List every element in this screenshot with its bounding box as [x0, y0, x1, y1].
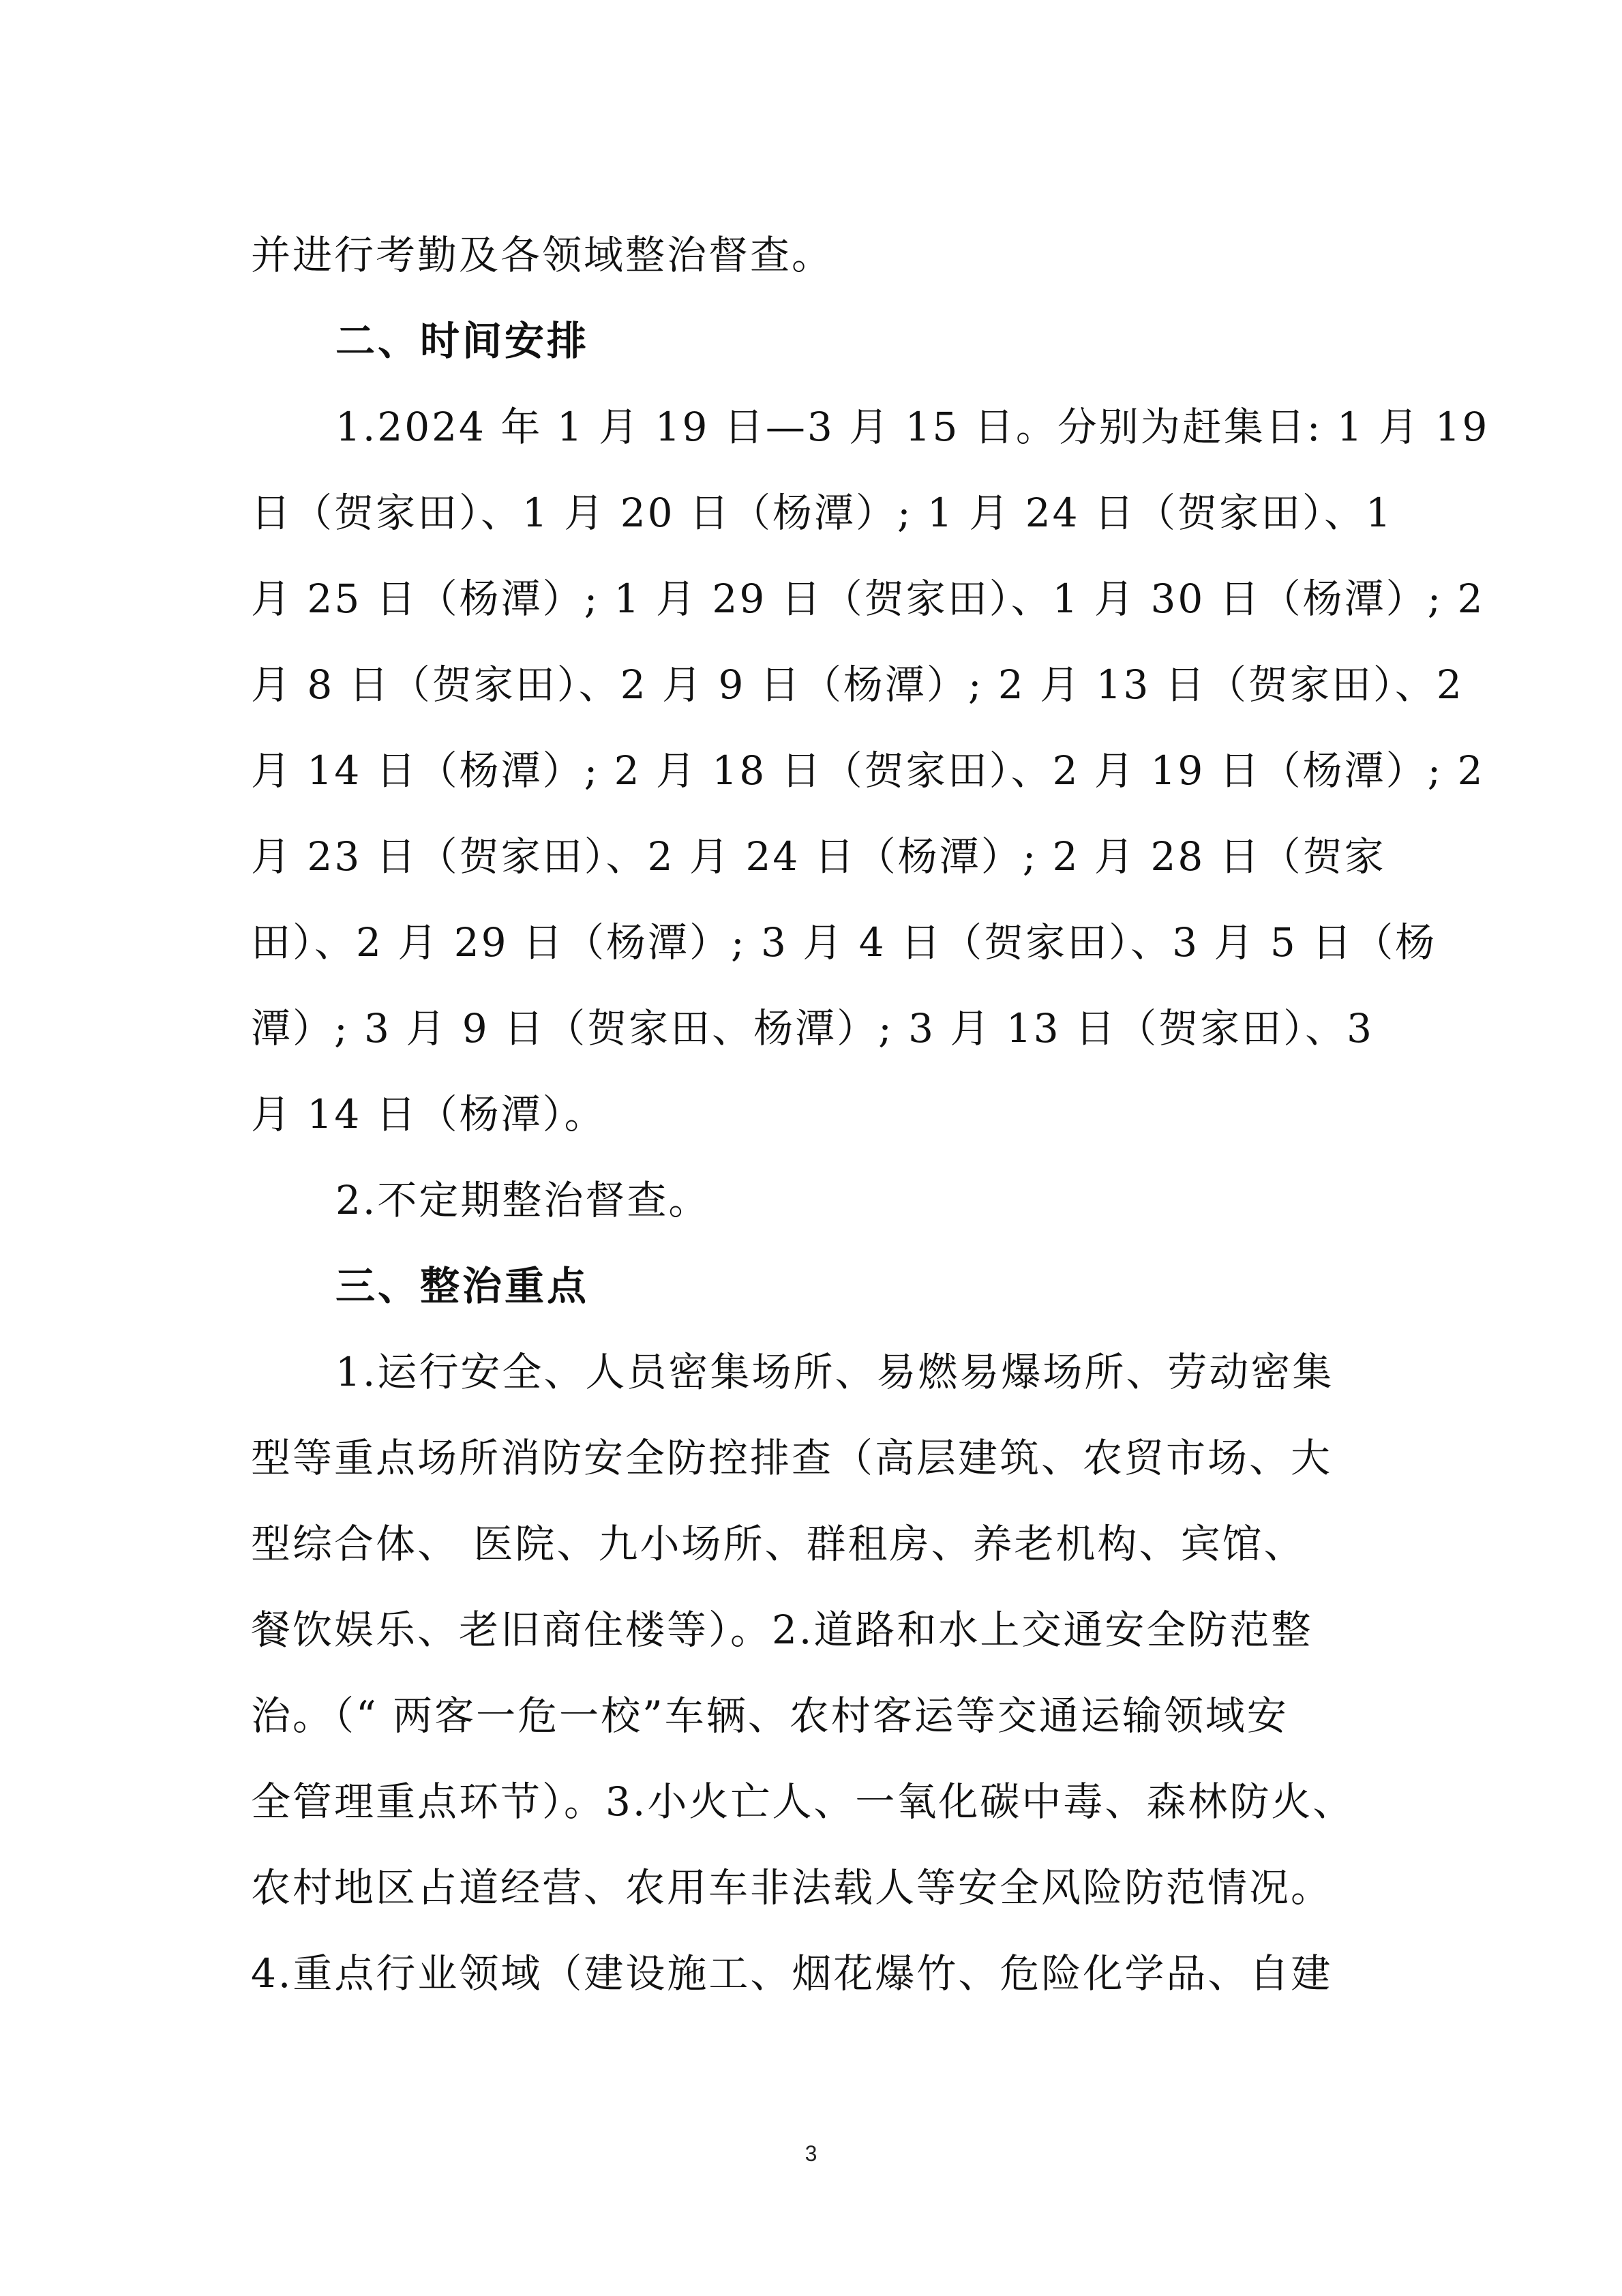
paragraph-line: 治。（“ 两客一危一校”车辆、农村客运等交通运输领域安: [251, 1693, 1289, 1739]
paragraph-line: 日（贺家田）、1 月 20 日（杨潭）; 1 月 24 日（贺家田）、1: [251, 490, 1393, 536]
paragraph-line: 月 8 日（贺家田）、2 月 9 日（杨潭）; 2 月 13 日（贺家田）、2: [251, 661, 1464, 708]
paragraph-line: 农村地区占道经营、农用车非法载人等安全风险防范情况。: [251, 1864, 1333, 1911]
paragraph-line: 餐饮娱乐、老旧商住楼等）。2.道路和水上交通安全防范整: [251, 1607, 1313, 1653]
paragraph-line: 田）、2 月 29 日（杨潭）; 3 月 4 日（贺家田）、3 月 5 日（杨: [251, 919, 1437, 966]
paragraph-line: 月 14 日（杨潭）; 2 月 18 日（贺家田）、2 月 19 日（杨潭）; 2: [251, 747, 1485, 794]
page-number: 3: [805, 2141, 817, 2166]
section-heading-focus: 三、整治重点: [335, 1263, 590, 1309]
paragraph-line: 1.2024 年 1 月 19 日—3 月 15 日。分别为赶集日: 1 月 19: [335, 404, 1490, 450]
paragraph-line: 型综合体、 医院、九小场所、群租房、养老机构、宾馆、: [251, 1521, 1306, 1567]
paragraph-line: 月 25 日（杨潭）; 1 月 29 日（贺家田）、1 月 30 日（杨潭）; 2: [251, 576, 1485, 622]
paragraph-line: 并进行考勤及各领域整治督查。: [251, 232, 834, 278]
paragraph-line: 1.运行安全、人员密集场所、易燃易爆场所、劳动密集: [335, 1349, 1334, 1395]
paragraph-line: 月 23 日（贺家田）、2 月 24 日（杨潭）; 2 月 28 日（贺家: [251, 833, 1386, 880]
paragraph-line: 2.不定期整治督查。: [335, 1177, 710, 1223]
paragraph-line: 4.重点行业领域（建设施工、烟花爆竹、危险化学品、自建: [251, 1950, 1333, 1997]
paragraph-line: 型等重点场所消防安全防控排查（高层建筑、农贸市场、大: [251, 1435, 1333, 1481]
paragraph-line: 月 14 日（杨潭）。: [251, 1091, 606, 1137]
paragraph-line: 全管理重点环节）。3.小火亡人、一氧化碳中毒、森林防火、: [251, 1778, 1355, 1825]
section-heading-schedule: 二、时间安排: [335, 318, 590, 364]
paragraph-line: 潭）; 3 月 9 日（贺家田、杨潭）; 3 月 13 日（贺家田）、3: [251, 1005, 1374, 1052]
